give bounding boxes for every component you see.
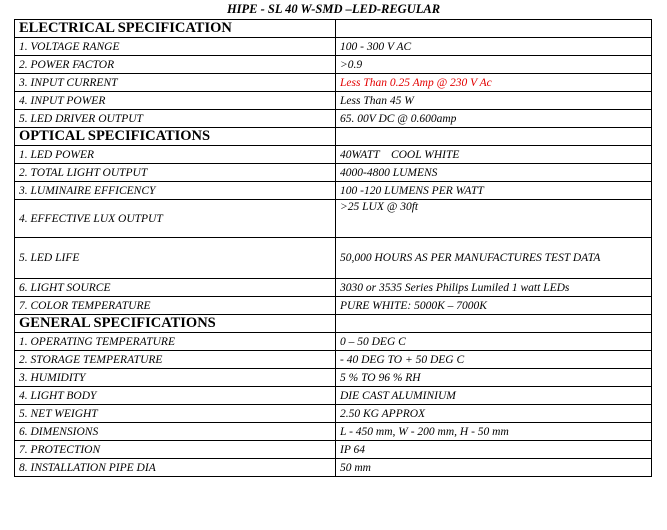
section-heading: GENERAL SPECIFICATIONS	[15, 315, 336, 333]
spec-label: 3. LUMINAIRE EFFICENCY	[15, 182, 336, 200]
table-row	[15, 74, 652, 92]
spec-value: IP 64	[336, 441, 652, 459]
spec-label: 8. INSTALLATION PIPE DIA	[15, 459, 336, 477]
table-row	[15, 405, 652, 423]
table-row	[15, 110, 652, 128]
table-row	[15, 351, 652, 369]
spec-label: 7. PROTECTION	[15, 441, 336, 459]
spec-label: 2. STORAGE TEMPERATURE	[15, 351, 336, 369]
spec-value-highlighted: Less Than 0.25 Amp @ 230 V Ac	[336, 74, 652, 92]
spec-label: 6. DIMENSIONS	[15, 423, 336, 441]
table-row	[15, 279, 652, 297]
spec-label: 1. VOLTAGE RANGE	[15, 38, 336, 56]
spec-label: 2. TOTAL LIGHT OUTPUT	[15, 164, 336, 182]
spec-label: 5. LED LIFE	[15, 238, 336, 279]
section-heading-blank	[336, 20, 652, 38]
table-row	[15, 56, 652, 74]
document-title: HIPE - SL 40 W-SMD –LED-REGULAR	[226, 2, 441, 16]
spec-label: 4. INPUT POWER	[15, 92, 336, 110]
spec-label: 5. LED DRIVER OUTPUT	[15, 110, 336, 128]
spec-value: 40WATT COOL WHITE	[336, 146, 652, 164]
table-row	[15, 459, 652, 477]
spec-value: 0 – 50 DEG C	[336, 333, 652, 351]
table-row	[15, 146, 652, 164]
spec-value: 65. 00V DC @ 0.600amp	[336, 110, 652, 128]
spec-value: >0.9	[336, 56, 652, 74]
section-heading-blank	[336, 315, 652, 333]
spec-label: 2. POWER FACTOR	[15, 56, 336, 74]
table-row	[15, 238, 652, 279]
spec-value: 3030 or 3535 Series Philips Lumiled 1 watt LEDs	[336, 279, 652, 297]
spec-label: 3. HUMIDITY	[15, 369, 336, 387]
table-row	[15, 423, 652, 441]
table-row	[15, 92, 652, 110]
section-heading-row	[15, 20, 652, 38]
spec-value: Less Than 45 W	[336, 92, 652, 110]
table-row	[15, 200, 652, 238]
table-row	[15, 369, 652, 387]
spec-label: 6. LIGHT SOURCE	[15, 279, 336, 297]
table-row	[15, 164, 652, 182]
spec-value: PURE WHITE: 5000K – 7000K	[336, 297, 652, 315]
table-row	[15, 441, 652, 459]
spec-value: 50,000 HOURS AS PER MANUFACTURES TEST DATA	[336, 238, 652, 279]
spec-value: 4000-4800 LUMENS	[336, 164, 652, 182]
spec-value: 50 mm	[336, 459, 652, 477]
spec-value: DIE CAST ALUMINIUM	[336, 387, 652, 405]
spec-value: 2.50 KG APPROX	[336, 405, 652, 423]
section-heading: OPTICAL SPECIFICATIONS	[15, 128, 336, 146]
spec-label: 7. COLOR TEMPERATURE	[15, 297, 336, 315]
spec-value: L - 450 mm, W - 200 mm, H - 50 mm	[336, 423, 652, 441]
table-row	[15, 38, 652, 56]
section-heading-row	[15, 128, 652, 146]
table-row	[15, 387, 652, 405]
spec-label: 1. LED POWER	[15, 146, 336, 164]
spec-value: 100 -120 LUMENS PER WATT	[336, 182, 652, 200]
table-row	[15, 333, 652, 351]
spec-value: 100 - 300 V AC	[336, 38, 652, 56]
spec-label: 5. NET WEIGHT	[15, 405, 336, 423]
spec-label: 1. OPERATING TEMPERATURE	[15, 333, 336, 351]
section-heading-row	[15, 315, 652, 333]
table-row	[15, 182, 652, 200]
spec-value: 5 % TO 96 % RH	[336, 369, 652, 387]
specification-table	[14, 19, 652, 477]
spec-label: 4. LIGHT BODY	[15, 387, 336, 405]
section-heading-blank	[336, 128, 652, 146]
spec-value: - 40 DEG TO + 50 DEG C	[336, 351, 652, 369]
spec-label: 3. INPUT CURRENT	[15, 74, 336, 92]
spec-value: >25 LUX @ 30ft	[336, 200, 652, 238]
table-row	[15, 297, 652, 315]
spec-label: 4. EFFECTIVE LUX OUTPUT	[15, 200, 336, 238]
section-heading: ELECTRICAL SPECIFICATION	[15, 20, 336, 38]
